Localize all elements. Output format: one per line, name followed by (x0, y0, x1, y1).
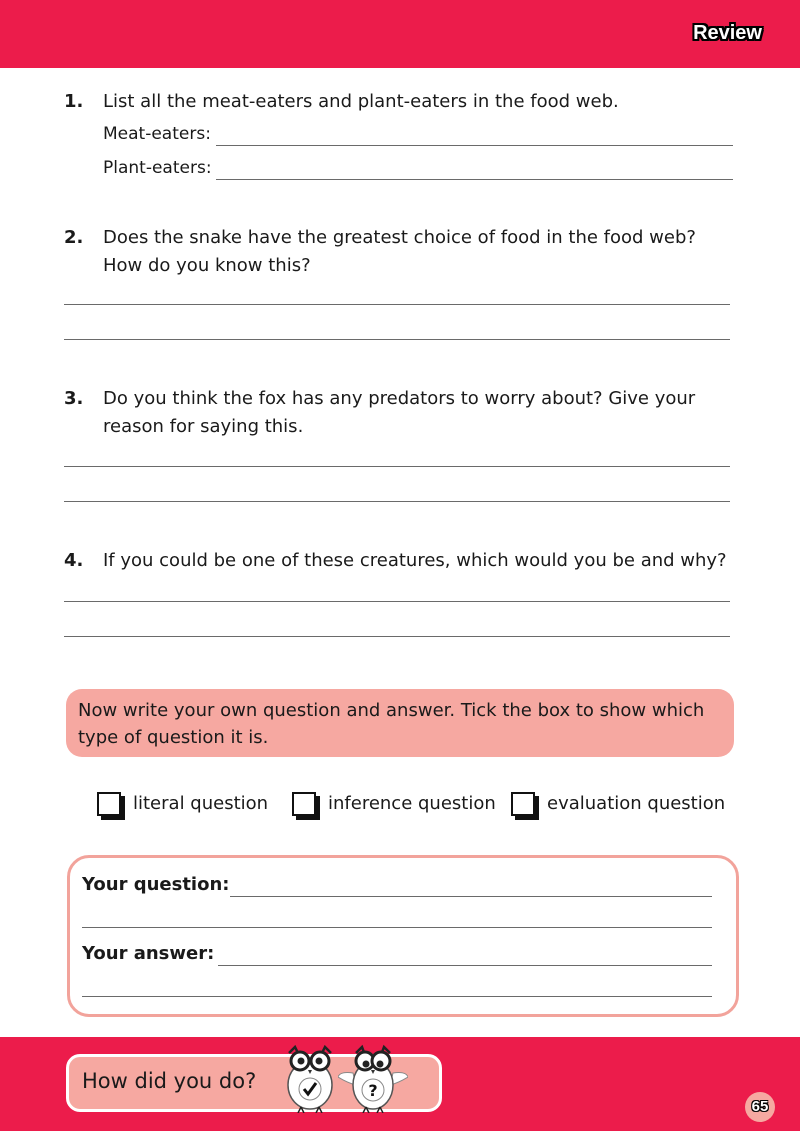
your-answer-label: Your answer: (82, 943, 215, 964)
your-question-field[interactable] (82, 874, 712, 902)
question-number: 2. (64, 227, 84, 248)
checkbox-icon[interactable] (511, 792, 535, 816)
option-label: literal question (133, 793, 269, 814)
your-question-label: Your question: (82, 874, 230, 895)
question-number: 1. (64, 91, 84, 112)
question-text: List all the meat-eaters and plant-eaters in the food web. (103, 91, 619, 112)
plant-eaters-label: Plant-eaters: (103, 158, 212, 178)
question-text: If you could be one of these creatures, which would you be and why? (103, 550, 727, 571)
checkbox-icon[interactable] (292, 792, 316, 816)
answer-line[interactable] (64, 501, 730, 502)
header-band (0, 0, 800, 68)
page-number: 65 (745, 1092, 775, 1122)
option-label: inference question (328, 793, 496, 814)
answer-line[interactable] (82, 996, 712, 997)
meat-eaters-field[interactable] (103, 124, 733, 152)
instruction-text: Now write your own question and answer. Tick the box to show which type of question it is. (78, 700, 705, 748)
your-answer-line[interactable] (218, 965, 712, 966)
plant-eaters-answer-line[interactable] (216, 179, 733, 180)
instruction-box (66, 689, 734, 757)
answer-line[interactable] (64, 636, 730, 637)
meat-eaters-label: Meat-eaters: (103, 124, 211, 144)
answer-line[interactable] (64, 304, 730, 305)
owl-question-icon[interactable] (338, 1043, 408, 1113)
question-text: Do you think the fox has any predators to worry about? Give your reason for saying this. (103, 388, 696, 437)
option-label: evaluation question (547, 793, 726, 814)
self-review-label: How did you do? (82, 1069, 257, 1093)
checkbox-icon[interactable] (97, 792, 121, 816)
section-tag: Review (693, 22, 762, 44)
answer-line[interactable] (64, 339, 730, 340)
meat-eaters-answer-line[interactable] (216, 145, 733, 146)
question-number: 4. (64, 550, 84, 571)
answer-line[interactable] (64, 601, 730, 602)
your-answer-field[interactable] (82, 943, 712, 971)
your-question-line[interactable] (230, 896, 712, 897)
answer-line[interactable] (82, 927, 712, 928)
owl-tick-icon[interactable] (275, 1043, 345, 1113)
plant-eaters-field[interactable] (103, 158, 733, 186)
answer-line[interactable] (64, 466, 730, 467)
question-number: 3. (64, 388, 84, 409)
question-text: Does the snake have the greatest choice of food in the food web? How do you know this? (103, 227, 696, 276)
svg-text:?: ? (368, 1081, 378, 1100)
own-question-box (67, 855, 739, 1017)
